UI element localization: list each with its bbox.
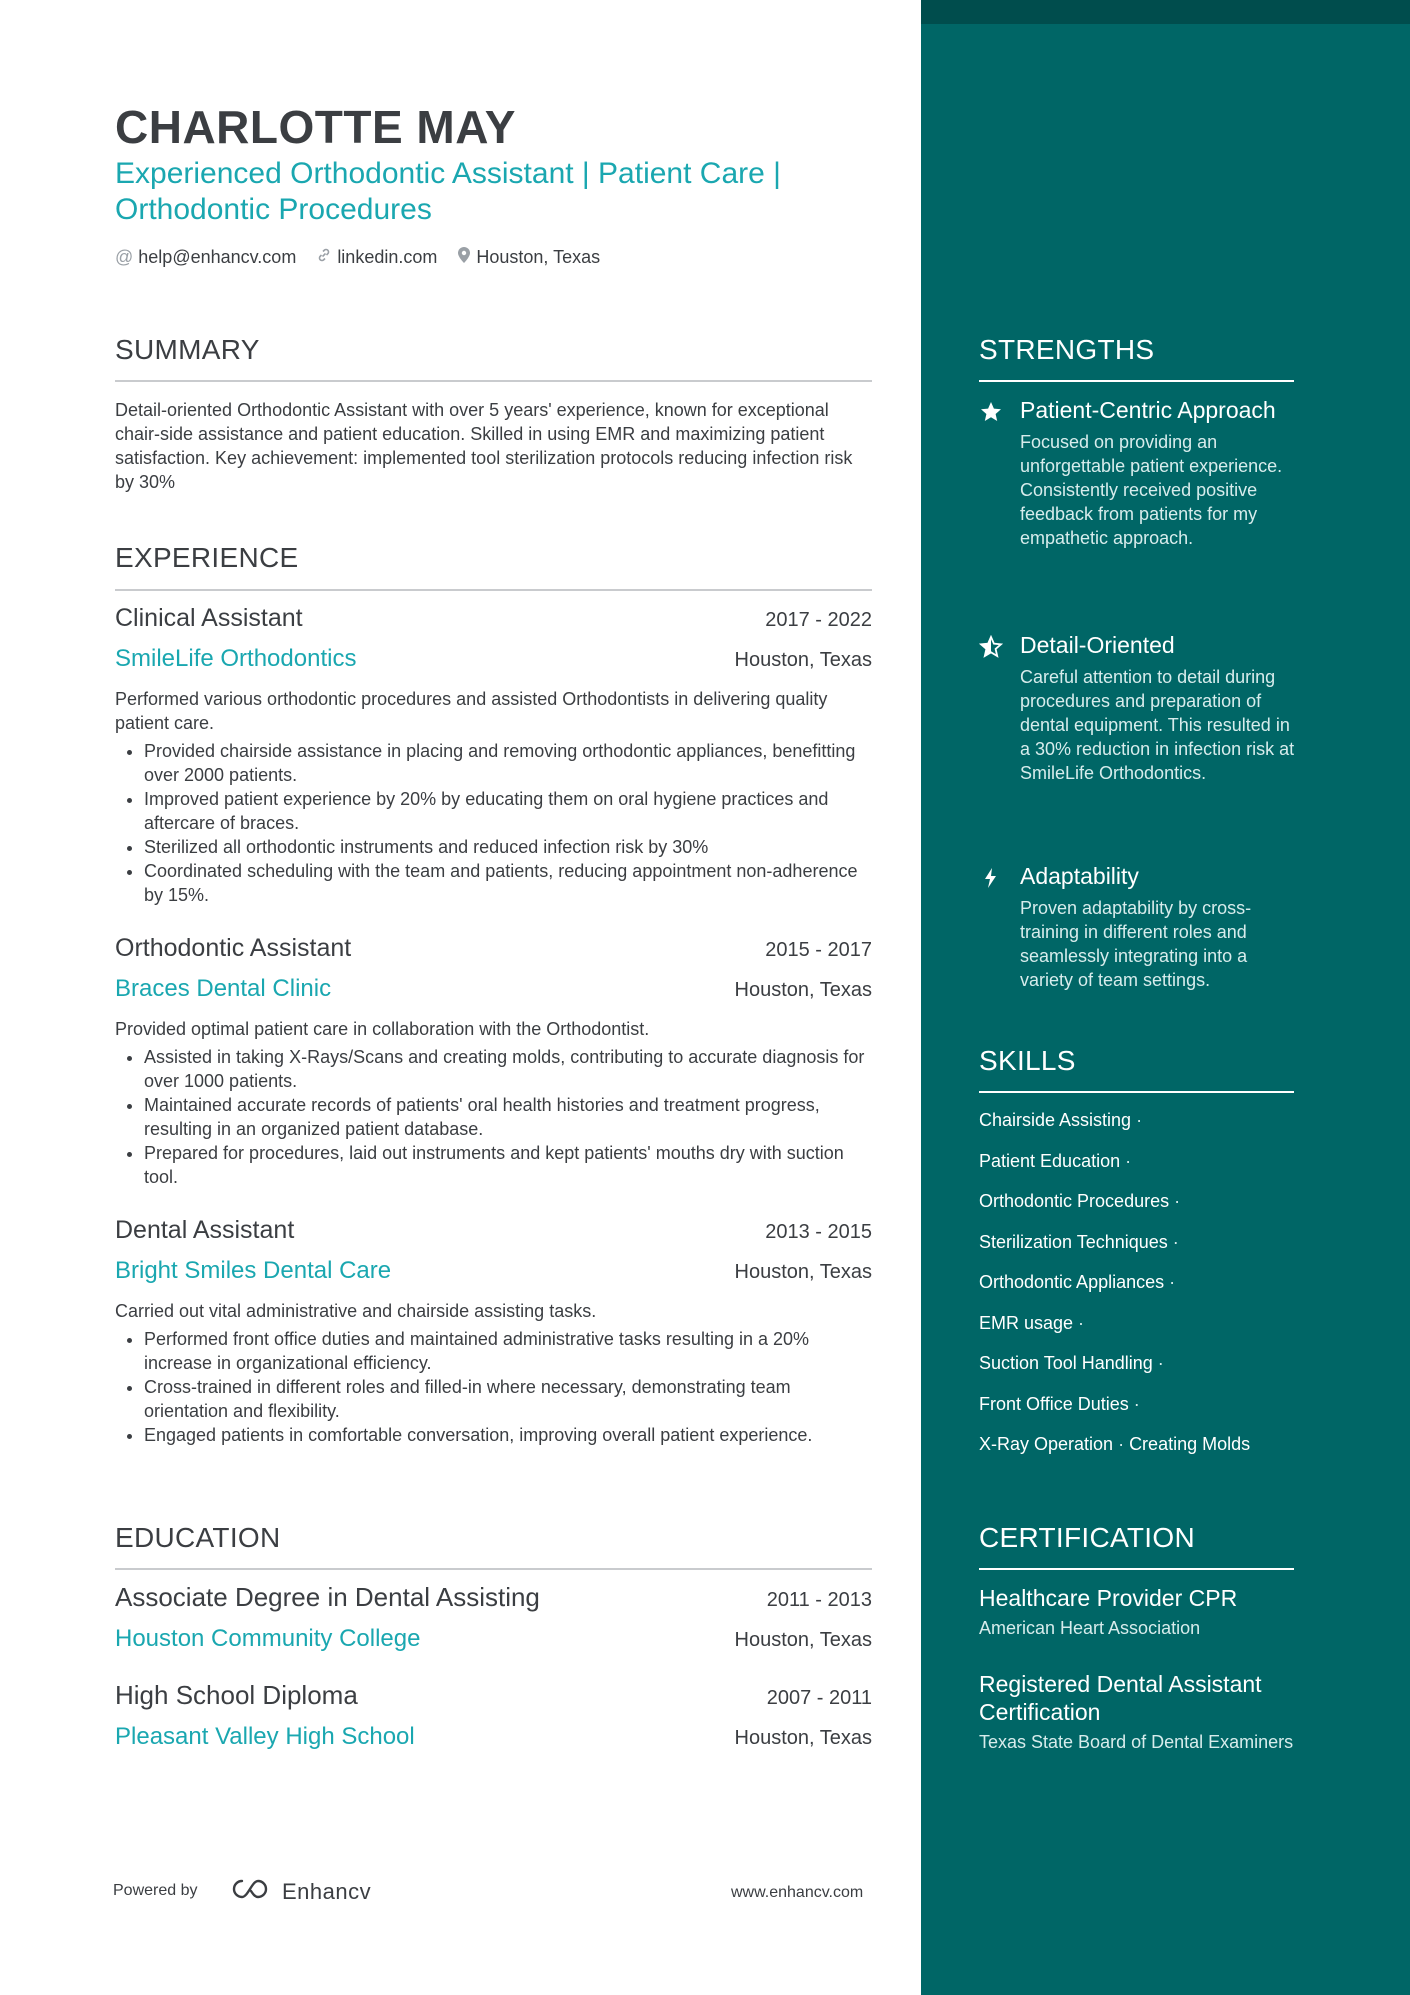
job-bullets <box>115 1045 872 1189</box>
list-item: • Sterilized all orthodontic instruments and reduced infection risk by 30% <box>144 835 872 859</box>
contact-email-text: help@enhancv.com <box>138 247 297 267</box>
job-location: Houston, Texas <box>734 649 872 671</box>
list-item: • Assisted in taking X-Rays/Scans and creating molds, contributing to accurate diagnosis for over 1000 patients. <box>144 1045 872 1093</box>
enhancv-logo-icon <box>230 1877 276 1906</box>
strength-description: Careful attention to detail during procedures and preparation of dental equipment. This resulted in a 30% reduction in infection risk at SmileLife Orthodontics. <box>1020 667 1295 783</box>
list-item: • Coordinated scheduling with the team and patients, reducing appointment non-adherence by 15%. <box>144 859 872 907</box>
education-entry <box>115 1680 872 1751</box>
skill-tag: Creating Molds <box>1129 1434 1251 1454</box>
summary-title: SUMMARY <box>115 334 260 365</box>
job-description: Carried out vital administrative and chairside assisting tasks. <box>115 1301 597 1321</box>
summary-divider <box>115 380 872 382</box>
skill-tag: EMR usage <box>979 1312 1074 1333</box>
school-name: Houston Community College <box>115 1625 421 1652</box>
sidebar-top-band <box>921 0 1410 24</box>
certification-name: Healthcare Provider CPR <box>979 1585 1238 1611</box>
job-dates: 2013 - 2015 <box>765 1221 872 1243</box>
contact-linkedin[interactable] <box>316 247 437 268</box>
contact-location <box>457 246 600 269</box>
website-link[interactable]: www.enhancv.com <box>731 1884 864 1901</box>
job-title: Clinical Assistant <box>115 604 303 632</box>
experience-entry <box>115 934 872 1189</box>
job-bullets <box>115 739 872 907</box>
experience-entry <box>115 1216 872 1447</box>
list-item: • Engaged patients in comfortable conversation, improving overall patient experience. <box>144 1423 872 1447</box>
skill-tag: Front Office Duties <box>979 1393 1129 1414</box>
location-pin-icon <box>457 246 471 269</box>
half-star-icon <box>979 635 1003 659</box>
enhancv-logo[interactable] <box>230 1877 371 1906</box>
experience-entry <box>115 604 872 907</box>
skills-divider <box>979 1091 1294 1093</box>
degree-name: High School Diploma <box>115 1680 358 1710</box>
list-item: • Prepared for procedures, laid out instruments and kept patients' mouths dry with suction tool. <box>144 1141 872 1189</box>
link-icon <box>316 247 332 268</box>
job-description: Performed various orthodontic procedures and assisted Orthodontists in delivering quality patient care. <box>115 689 828 733</box>
job-title: Orthodontic Assistant <box>115 934 352 962</box>
list-item: • Maintained accurate records of patients' oral health histories and treatment progress, resulting in an organized patient database. <box>144 1093 872 1141</box>
job-description: Provided optimal patient care in collaboration with the Orthodontist. <box>115 1019 650 1039</box>
list-item: • Provided chairside assistance in placing and removing orthodontic appliances, benefitting over 2000 patients. <box>144 739 872 787</box>
strength-item <box>979 862 1299 992</box>
job-dates: 2017 - 2022 <box>765 609 872 631</box>
school-name: Pleasant Valley High School <box>115 1723 415 1750</box>
enhancv-logo-text: Enhancv <box>282 1878 372 1904</box>
experience-divider <box>115 589 872 591</box>
candidate-name: CHARLOTTE MAY <box>115 101 516 153</box>
strength-description: Focused on providing an unforgettable patient experience. Consistently received positive feedback from patients for my empathetic approach. <box>1020 432 1283 548</box>
contact-bar <box>115 246 620 269</box>
education-entry <box>115 1582 872 1653</box>
skill-line: EMR usage · <box>979 1312 1085 1333</box>
list-item: • Improved patient experience by 20% by educating them on oral hygiene practices and aftercare of braces. <box>144 787 872 835</box>
company-name: Bright Smiles Dental Care <box>115 1257 392 1284</box>
contact-linkedin-text: linkedin.com <box>337 247 438 267</box>
skills-title: SKILLS <box>979 1045 1076 1076</box>
list-item: • Cross-trained in different roles and filled-in where necessary, demonstrating team orientation and flexibility. <box>144 1375 872 1423</box>
skill-tag: Orthodontic Procedures <box>979 1191 1170 1211</box>
certification-issuer: Texas State Board of Dental Examiners <box>979 1732 1294 1752</box>
skill-tag: Orthodontic Appliances <box>979 1272 1165 1292</box>
contact-location-text: Houston, Texas <box>476 247 601 267</box>
skill-line: Suction Tool Handling · <box>979 1353 1164 1373</box>
strength-description: Proven adaptability by cross-training in different roles and seamlessly integrating into a variety of team settings. <box>1020 898 1252 990</box>
skill-line: Sterilization Techniques · <box>979 1231 1179 1252</box>
job-bullets <box>115 1327 872 1447</box>
skill-line: Chairside Assisting · <box>979 1110 1143 1130</box>
experience-title: EXPERIENCE <box>115 542 299 573</box>
skills-list <box>979 1108 1299 1473</box>
strengths-title: STRENGTHS <box>979 334 1155 365</box>
powered-by-label: Powered by <box>113 1882 198 1899</box>
star-icon <box>979 400 1003 424</box>
skill-tag: X-Ray Operation <box>979 1434 1114 1454</box>
at-icon: @ <box>115 247 134 267</box>
skill-line: Orthodontic Procedures · <box>979 1191 1181 1211</box>
headline: Experienced Orthodontic Assistant | Patient Care | Orthodontic Procedures <box>115 157 781 226</box>
strength-title: Adaptability <box>1020 863 1139 889</box>
school-location: Houston, Texas <box>734 1629 872 1651</box>
job-title: Dental Assistant <box>115 1216 295 1244</box>
school-location: Houston, Texas <box>734 1727 872 1749</box>
certification-divider <box>979 1568 1294 1570</box>
strengths-divider <box>979 380 1294 382</box>
education-title: EDUCATION <box>115 1522 281 1553</box>
list-item: • Performed front office duties and maintained administrative tasks resulting in a 20% increase in organizational efficiency. <box>144 1327 872 1375</box>
education-dates: 2007 - 2011 <box>766 1687 872 1709</box>
skill-tag: Patient Education <box>979 1150 1121 1171</box>
skill-line: Orthodontic Appliances · <box>979 1272 1176 1292</box>
strength-title: Patient-Centric Approach <box>1020 397 1276 423</box>
certification-item <box>979 1670 1299 1754</box>
job-location: Houston, Texas <box>734 979 872 1001</box>
strength-title: Detail-Oriented <box>1020 632 1175 658</box>
skill-tag: Suction Tool Handling <box>979 1353 1153 1373</box>
skill-tag: Chairside Assisting <box>979 1110 1132 1130</box>
strength-item <box>979 631 1299 785</box>
skill-line: X-Ray Operation · Creating Molds <box>979 1434 1251 1454</box>
skill-tag: Sterilization Techniques <box>979 1231 1168 1252</box>
summary-text: Detail-oriented Orthodontic Assistant with over 5 years' experience, known for exceptional chair-side assistance and patient education. Skilled in using EMR and maximizing patient satisfaction. Key achievement: implemented tool sterilization protocols reducing infection risk by 30% <box>115 400 853 492</box>
certification-issuer: American Heart Association <box>979 1618 1201 1638</box>
contact-email[interactable] <box>115 247 296 268</box>
company-name: SmileLife Orthodontics <box>115 645 357 672</box>
strength-item <box>979 396 1299 550</box>
skill-line: Patient Education · <box>979 1150 1132 1171</box>
company-name: Braces Dental Clinic <box>115 975 332 1002</box>
degree-name: Associate Degree in Dental Assisting <box>115 1582 540 1612</box>
certification-item <box>979 1584 1299 1640</box>
job-dates: 2015 - 2017 <box>765 939 872 961</box>
certification-name: Registered Dental Assistant Certification <box>979 1671 1262 1725</box>
certification-title: CERTIFICATION <box>979 1522 1195 1553</box>
education-dates: 2011 - 2013 <box>766 1589 872 1611</box>
education-divider <box>115 1568 872 1570</box>
skill-line: Front Office Duties · <box>979 1393 1140 1414</box>
job-location: Houston, Texas <box>734 1261 872 1283</box>
lightning-icon <box>979 866 1003 890</box>
